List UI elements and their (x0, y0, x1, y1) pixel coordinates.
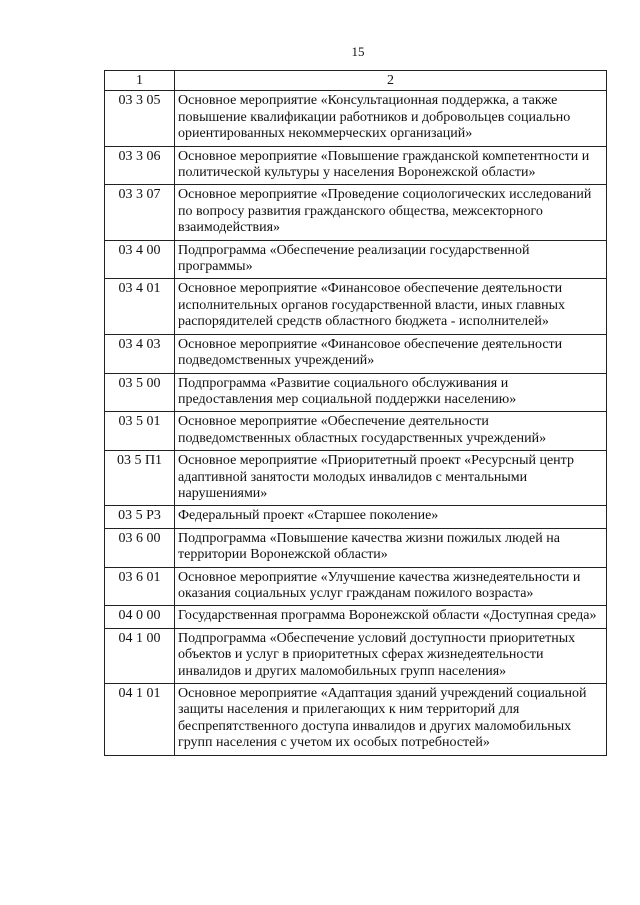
row-code: 04 1 00 (105, 628, 175, 683)
row-code: 03 3 06 (105, 146, 175, 185)
table-row (105, 373, 607, 412)
row-description: Основное мероприятие «Проведение социологических исследований по вопросу развития гражданского общества, межсекторного взаимодействия» (175, 185, 607, 240)
row-code: 03 5 00 (105, 373, 175, 412)
row-code: 04 1 01 (105, 684, 175, 756)
row-description: Основное мероприятие «Адаптация зданий учреждений социальной защиты населения и прилегающих к ним территорий для беспрепятственного доступа инвалидов и других маломобильных групп населения с учетом их особых потребностей» (175, 684, 607, 756)
row-description: Основное мероприятие «Финансовое обеспечение деятельности подведомственных учреждений» (175, 334, 607, 373)
table-row (105, 334, 607, 373)
row-description: Подпрограмма «Обеспечение реализации государственной программы» (175, 240, 607, 279)
table-row (105, 606, 607, 628)
table-row (105, 146, 607, 185)
table-row (105, 506, 607, 528)
row-description: Основное мероприятие «Повышение гражданской компетентности и политической культуры у населения Воронежской области» (175, 146, 607, 185)
table-row (105, 91, 607, 146)
table-row (105, 451, 607, 506)
row-code: 03 4 01 (105, 279, 175, 334)
row-description: Основное мероприятие «Обеспечение деятельности подведомственных областных государственных учреждений» (175, 412, 607, 451)
budget-classification-table (104, 70, 607, 756)
row-code: 04 0 00 (105, 606, 175, 628)
table-row (105, 185, 607, 240)
row-code: 03 4 03 (105, 334, 175, 373)
row-code: 03 3 05 (105, 91, 175, 146)
table-row (105, 412, 607, 451)
column-header-code: 1 (105, 71, 175, 91)
row-description: Федеральный проект «Старшее поколение» (175, 506, 607, 528)
table-row (105, 567, 607, 606)
table-row (105, 279, 607, 334)
row-description: Основное мероприятие «Улучшение качества жизнедеятельности и оказания социальных услуг гражданам пожилого возраста» (175, 567, 607, 606)
row-description: Государственная программа Воронежской области «Доступная среда» (175, 606, 607, 628)
row-code: 03 5 П1 (105, 451, 175, 506)
row-code: 03 5 01 (105, 412, 175, 451)
row-code: 03 6 00 (105, 528, 175, 567)
table-row (105, 684, 607, 756)
column-header-description: 2 (175, 71, 607, 91)
row-description: Основное мероприятие «Финансовое обеспечение деятельности исполнительных органов государственной власти, иных главных распорядителей средств областного бюджета - исполнителей» (175, 279, 607, 334)
row-code: 03 5 Р3 (105, 506, 175, 528)
row-code: 03 4 00 (105, 240, 175, 279)
row-description: Основное мероприятие «Консультационная поддержка, а также повышение квалификации работников и добровольцев социально ориентированных некоммерческих организаций» (175, 91, 607, 146)
table-row (105, 240, 607, 279)
page-number: 15 (351, 44, 365, 59)
row-code: 03 3 07 (105, 185, 175, 240)
row-description: Подпрограмма «Обеспечение условий доступности приоритетных объектов и услуг в приоритетных сферах жизнедеятельности инвалидов и других маломобильных групп населения» (175, 628, 607, 683)
row-description: Основное мероприятие «Приоритетный проект «Ресурсный центр адаптивной занятости молодых инвалидов с ментальными нарушениями» (175, 451, 607, 506)
table-row (105, 528, 607, 567)
row-code: 03 6 01 (105, 567, 175, 606)
table-row (105, 628, 607, 683)
row-description: Подпрограмма «Развитие социального обслуживания и предоставления мер социальной поддержки населению» (175, 373, 607, 412)
row-description: Подпрограмма «Повышение качества жизни пожилых людей на территории Воронежской области» (175, 528, 607, 567)
table-header-row (105, 71, 607, 91)
